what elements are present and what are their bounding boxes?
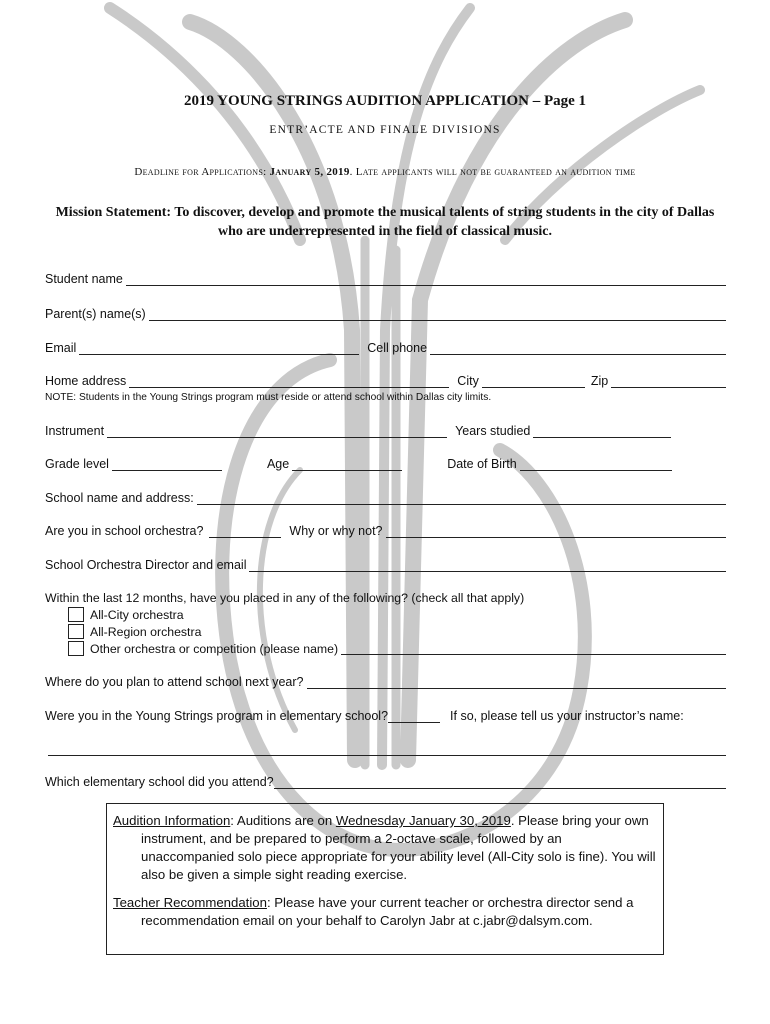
teacher-recommendation-paragraph [113, 894, 657, 930]
instructor-name-line-row [48, 738, 726, 756]
deadline-date: January 5, 2019 [269, 166, 350, 178]
instructor-name-field[interactable] [48, 741, 726, 756]
audition-information-paragraph [113, 812, 657, 884]
years-studied-label: Years studied [455, 424, 531, 438]
audition-info-box [106, 803, 664, 955]
checkbox-row-all-region [68, 623, 726, 640]
elementary-school-label: Which elementary school did you attend? [45, 775, 274, 789]
teacher-recommendation-heading: Teacher Recommendation [113, 895, 267, 910]
date-of-birth-field[interactable] [520, 456, 672, 471]
zip-field[interactable] [611, 373, 726, 388]
audition-information-heading: Audition Information [113, 813, 231, 828]
audition-info-pre: : Auditions are on [230, 813, 336, 828]
checkbox-row-all-city [68, 606, 726, 623]
checkbox-row-other [68, 640, 726, 657]
elementary-program-field[interactable] [388, 708, 440, 723]
email-field[interactable] [79, 340, 359, 355]
instructor-name-label: If so, please tell us your instructor’s name: [450, 709, 684, 723]
age-field[interactable] [292, 456, 402, 471]
years-studied-field[interactable] [533, 423, 671, 438]
grade-level-label: Grade level [45, 457, 109, 471]
student-name-label: Student name [45, 272, 123, 286]
student-name-field[interactable] [126, 271, 726, 286]
school-name-field[interactable] [197, 490, 726, 505]
deadline-notice [0, 166, 770, 178]
school-name-row [45, 487, 726, 505]
age-label: Age [266, 457, 290, 471]
city-label: City [457, 374, 479, 388]
teacher-recommendation-body: : Please have your current teacher or orchestra director send a recommendation email on your behalf to Carolyn Jabr at c.jabr@dalsym.com. [141, 895, 634, 928]
director-label: School Orchestra Director and email [45, 558, 247, 572]
mission-statement: Mission Statement: To discover, develop and promote the musical talents of string students in the city of Dallas who are underrepresented in the field of classical music. [55, 205, 715, 239]
page-subtitle: ENTR’ACTE AND FINALE DIVISIONS [269, 124, 501, 136]
why-not-label: Why or why not? [289, 524, 383, 538]
all-region-label: All-Region orchestra [90, 624, 202, 639]
placed-question-label: Within the last 12 months, have you placed in any of the following? (check all that apply) [45, 591, 525, 605]
home-address-label: Home address [45, 374, 127, 388]
instrument-row [45, 420, 726, 438]
residency-note: NOTE: Students in the Young Strings program must reside or attend school within Dallas city limits. [45, 392, 492, 403]
director-row [45, 554, 726, 572]
page-title: 2019 YOUNG STRINGS AUDITION APPLICATION – Page 1 [183, 93, 587, 109]
why-not-field[interactable] [386, 523, 726, 538]
grade-age-dob-row [45, 453, 726, 471]
other-competition-checkbox[interactable] [68, 641, 84, 656]
deadline-suffix: . Late applicants will not be guaranteed an audition time [349, 166, 636, 178]
elementary-school-row [45, 771, 726, 789]
student-name-row [45, 268, 726, 286]
email-label: Email [45, 341, 77, 355]
next-year-label: Where do you plan to attend school next year? [45, 675, 304, 689]
deadline-prefix: Deadline for Applications: [134, 166, 267, 178]
next-year-row [45, 671, 726, 689]
instrument-label: Instrument [45, 424, 105, 438]
placed-question-row [45, 587, 726, 605]
school-orchestra-field[interactable] [209, 523, 281, 538]
all-city-label: All-City orchestra [90, 607, 184, 622]
school-orchestra-row [45, 520, 726, 538]
all-city-checkbox[interactable] [68, 607, 84, 622]
audition-date: Wednesday January 30, 2019 [335, 813, 511, 828]
parents-name-field[interactable] [149, 306, 726, 321]
school-name-label: School name and address: [45, 491, 194, 505]
instrument-field[interactable] [107, 423, 447, 438]
all-region-checkbox[interactable] [68, 624, 84, 639]
parents-name-row [45, 303, 726, 321]
elementary-program-row [45, 705, 726, 723]
address-row [45, 370, 726, 388]
home-address-field[interactable] [129, 373, 449, 388]
director-field[interactable] [249, 557, 726, 572]
city-field[interactable] [482, 373, 585, 388]
parents-name-label: Parent(s) name(s) [45, 307, 146, 321]
elementary-program-label: Were you in the Young Strings program in elementary school? [45, 709, 389, 723]
other-competition-label: Other orchestra or competition (please name) [90, 641, 339, 656]
grade-level-field[interactable] [112, 456, 222, 471]
school-orchestra-label: Are you in school orchestra? [45, 524, 204, 538]
zip-label: Zip [590, 374, 609, 388]
date-of-birth-label: Date of Birth [447, 457, 517, 471]
cell-phone-label: Cell phone [367, 341, 428, 355]
email-cell-row [45, 337, 726, 355]
cell-phone-field[interactable] [430, 340, 726, 355]
elementary-school-field[interactable] [274, 774, 726, 789]
audition-info-body: . Please bring your own instrument, and be prepared to perform a 2-octave scale, followed by an unaccompanied solo piece appropriate for your ability level (All-City solo is fine). You will also be given a simple sight reading exercise. [141, 813, 656, 882]
other-competition-field[interactable] [341, 642, 726, 655]
next-year-field[interactable] [307, 674, 727, 689]
